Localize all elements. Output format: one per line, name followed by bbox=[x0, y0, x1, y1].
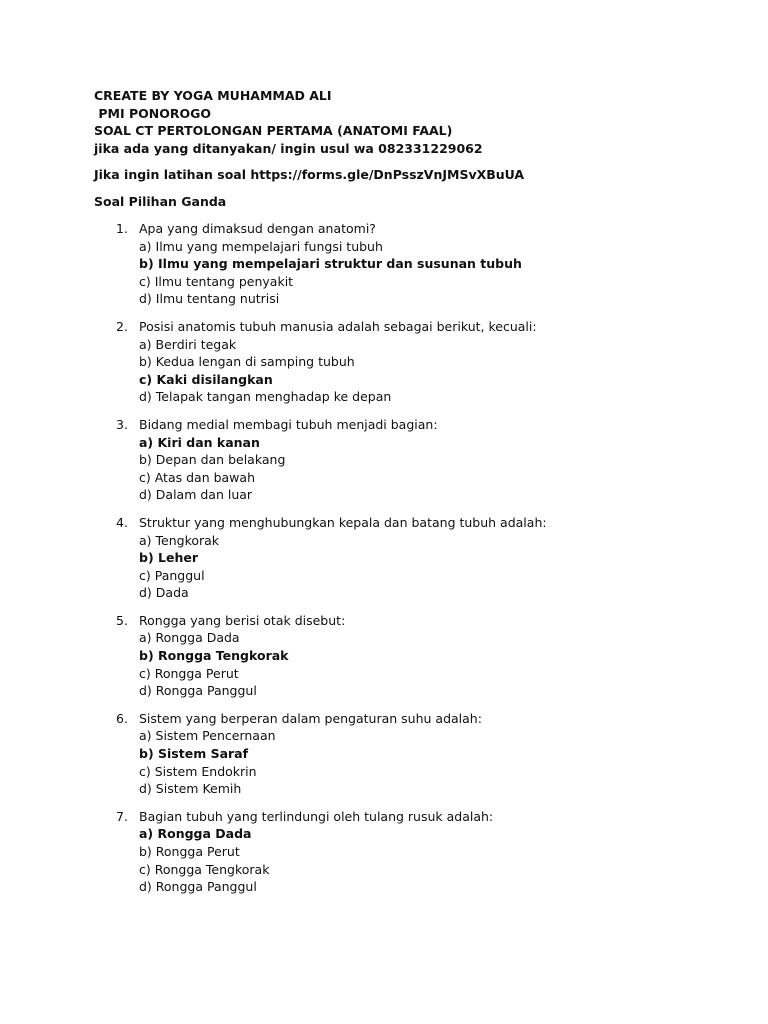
answer-option-correct: c) Kaki disilangkan bbox=[139, 371, 273, 387]
question-item bbox=[0, 416, 768, 504]
question-text: Bidang medial membagi tubuh menjadi bagian: bbox=[139, 416, 438, 432]
question-body bbox=[139, 808, 768, 896]
question-number: 7. bbox=[116, 808, 128, 824]
question-text: Struktur yang menghubungkan kepala dan batang tubuh adalah: bbox=[139, 514, 547, 530]
question-item bbox=[0, 318, 768, 406]
answer-option-correct: a) Kiri dan kanan bbox=[139, 434, 260, 450]
answer-option-correct: b) Ilmu yang mempelajari struktur dan susunan tubuh bbox=[139, 256, 522, 272]
answer-option: c) Atas dan bawah bbox=[139, 469, 255, 485]
question-body bbox=[139, 514, 768, 602]
question-list bbox=[0, 220, 768, 906]
document-header bbox=[94, 87, 483, 157]
question-item bbox=[0, 808, 768, 896]
question-body bbox=[139, 612, 768, 700]
question-number: 1. bbox=[116, 221, 128, 236]
answer-option: c) Rongga Perut bbox=[139, 665, 239, 681]
question-item bbox=[0, 514, 768, 602]
answer-option: a) Berdiri tegak bbox=[139, 336, 237, 352]
answer-option-correct: b) Leher bbox=[139, 550, 198, 566]
question-body bbox=[139, 220, 768, 308]
answer-option-correct: b) Sistem Saraf bbox=[139, 746, 249, 762]
question-item bbox=[0, 220, 768, 308]
question-text: Apa yang dimaksud dengan anatomi? bbox=[139, 221, 376, 236]
question-text: Posisi anatomis tubuh manusia adalah sebagai berikut, kecuali: bbox=[139, 318, 537, 334]
answer-option: d) Telapak tangan menghadap ke depan bbox=[139, 389, 392, 405]
question-body bbox=[139, 416, 768, 504]
question-text: Rongga yang berisi otak disebut: bbox=[139, 612, 346, 628]
answer-option: b) Depan dan belakang bbox=[139, 452, 286, 468]
answer-option-correct: b) Rongga Tengkorak bbox=[139, 648, 289, 664]
answer-option: a) Tengkorak bbox=[139, 532, 220, 548]
question-item bbox=[0, 612, 768, 700]
answer-option: c) Rongga Tengkorak bbox=[139, 861, 270, 877]
answer-option: d) Sistem Kemih bbox=[139, 781, 242, 797]
answer-option: a) Rongga Dada bbox=[139, 630, 240, 646]
section-title: Soal Pilihan Ganda bbox=[94, 194, 227, 209]
question-number: 6. bbox=[116, 710, 128, 726]
question-body bbox=[139, 318, 768, 406]
answer-option: d) Ilmu tentang nutrisi bbox=[139, 291, 280, 307]
answer-option: a) Ilmu yang mempelajari fungsi tubuh bbox=[139, 238, 383, 254]
answer-option: c) Panggul bbox=[139, 567, 205, 583]
answer-option: c) Sistem Endokrin bbox=[139, 763, 257, 779]
question-number: 4. bbox=[116, 514, 128, 530]
answer-option: d) Dalam dan luar bbox=[139, 487, 253, 503]
author-line: CREATE BY YOGA MUHAMMAD ALI bbox=[94, 88, 332, 103]
question-number: 5. bbox=[116, 612, 128, 628]
document-title: SOAL CT PERTOLONGAN PERTAMA (ANATOMI FAAL) bbox=[94, 123, 453, 138]
answer-option: b) Kedua lengan di samping tubuh bbox=[139, 354, 355, 370]
organization-line: PMI PONOROGO bbox=[94, 105, 211, 121]
answer-option: d) Rongga Panggul bbox=[139, 683, 257, 699]
question-number: 3. bbox=[116, 416, 128, 432]
question-body bbox=[139, 710, 768, 798]
answer-option: d) Dada bbox=[139, 585, 189, 601]
question-text: Sistem yang berperan dalam pengaturan suhu adalah: bbox=[139, 710, 482, 726]
question-item bbox=[0, 710, 768, 798]
answer-option: d) Rongga Panggul bbox=[139, 879, 257, 895]
question-text: Bagian tubuh yang terlindungi oleh tulang rusuk adalah: bbox=[139, 808, 494, 824]
answer-option: a) Sistem Pencernaan bbox=[139, 728, 276, 744]
practice-link[interactable]: Jika ingin latihan soal https://forms.gle/DnPsszVnJMSvXBuUA bbox=[94, 167, 525, 182]
question-number: 2. bbox=[116, 318, 128, 334]
answer-option-correct: a) Rongga Dada bbox=[139, 826, 252, 842]
answer-option: b) Rongga Perut bbox=[139, 844, 240, 859]
answer-option: c) Ilmu tentang penyakit bbox=[139, 273, 294, 289]
contact-line: jika ada yang ditanyakan/ ingin usul wa 082331229062 bbox=[94, 140, 483, 156]
